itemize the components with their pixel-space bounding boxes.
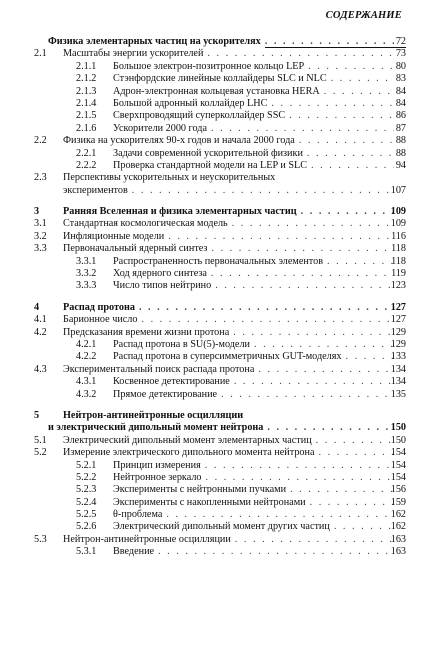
toc-entry-number: 3.3.1 bbox=[76, 255, 97, 267]
toc-entry-page: 83 bbox=[395, 73, 406, 85]
toc-entry-title-line bbox=[113, 98, 394, 110]
toc-entry-number: 4.3.2 bbox=[76, 388, 97, 400]
running-header: СОДЕРЖАНИЕ bbox=[325, 10, 402, 21]
dot-leader bbox=[301, 206, 394, 218]
toc-entry-number: 2.1.5 bbox=[76, 110, 97, 122]
dot-leader bbox=[205, 460, 394, 472]
toc-entry-number: 2.2.2 bbox=[76, 159, 97, 171]
toc-entry-page: 133 bbox=[390, 351, 406, 363]
toc-entry-number: 5.2.2 bbox=[76, 471, 97, 483]
toc-entry[interactable] bbox=[0, 351, 424, 363]
toc-entry[interactable] bbox=[0, 447, 424, 459]
dot-leader bbox=[258, 364, 394, 376]
toc-entry-title: Ускорители 2000 года bbox=[113, 123, 211, 135]
toc-entry[interactable] bbox=[0, 410, 424, 422]
toc-entry-title-line bbox=[63, 243, 394, 255]
toc-entry[interactable] bbox=[0, 206, 424, 218]
toc-entry-title: Число типов нейтрино bbox=[113, 280, 215, 292]
toc-entry-title: Эксперименты с нейтронными пучками bbox=[113, 484, 290, 496]
toc-entry-page: 109 bbox=[390, 218, 406, 230]
toc-entry[interactable] bbox=[0, 534, 424, 546]
toc-entry-title: Распространенность первоначальных элементов bbox=[113, 256, 327, 268]
dot-leader bbox=[307, 148, 394, 160]
toc-entry-title-line bbox=[113, 61, 394, 73]
toc-entry-title: Введение bbox=[113, 546, 158, 558]
toc-entry-page: 154 bbox=[390, 471, 406, 483]
toc-entry-title-line bbox=[63, 410, 394, 422]
toc-entry-page: 94 bbox=[395, 159, 406, 171]
toc-entry-page: 118 bbox=[391, 255, 406, 267]
toc-entry-number: 2.1.1 bbox=[76, 60, 97, 72]
toc-entry-title-line bbox=[113, 376, 394, 388]
toc-entry-title-line bbox=[113, 389, 394, 401]
toc-entry-title: и электрический дипольный момент нейтрона bbox=[48, 422, 267, 434]
toc-entry-number: 3 bbox=[34, 206, 40, 218]
toc-entry-title: Стандартная космологическая модель bbox=[63, 218, 232, 230]
toc-entry-number: 4.2 bbox=[34, 326, 47, 338]
toc-entry-title-line bbox=[63, 364, 394, 376]
toc-entry-title: Принцип измерения bbox=[113, 460, 205, 472]
toc-entry[interactable] bbox=[0, 86, 424, 98]
dot-leader bbox=[221, 389, 394, 401]
toc-entry[interactable] bbox=[0, 148, 424, 160]
toc-entry-number: 5.2 bbox=[34, 447, 47, 459]
toc-entry[interactable] bbox=[0, 135, 424, 147]
toc-entry-title: Нейтронное зеркало bbox=[113, 472, 206, 484]
dot-leader bbox=[271, 98, 394, 110]
toc-entry-number: 3.3.3 bbox=[76, 280, 97, 292]
toc-entry[interactable] bbox=[0, 110, 424, 122]
toc-entry-number: 2.1 bbox=[34, 48, 47, 60]
toc-entry-number: 3.3 bbox=[34, 243, 47, 255]
toc-entry-page: 162 bbox=[390, 521, 406, 533]
toc-entry-title-line bbox=[63, 48, 394, 60]
toc-entry-title-line bbox=[113, 148, 394, 160]
toc-entry[interactable] bbox=[0, 73, 424, 85]
section-gap bbox=[0, 401, 424, 410]
dot-leader bbox=[299, 135, 394, 147]
toc-entry-page: 88 bbox=[395, 147, 406, 159]
toc-entry-number: 2.1.4 bbox=[76, 97, 97, 109]
toc-entry-number: 4.3 bbox=[34, 363, 47, 375]
dot-leader bbox=[310, 497, 394, 509]
toc-entry[interactable] bbox=[0, 280, 424, 292]
toc-entry-page: 163 bbox=[390, 533, 406, 545]
toc-entry-title: Нейтрон-антинейтронные осцилляции bbox=[63, 410, 247, 422]
toc-entry[interactable] bbox=[0, 435, 424, 447]
toc-entry-title: θ-проблема bbox=[113, 509, 166, 521]
toc-entry-title-line bbox=[113, 484, 394, 496]
toc-entry-title-line bbox=[113, 497, 394, 509]
toc-entry-title: Большое электрон-позитронное кольцо LEP bbox=[113, 61, 308, 73]
toc-entry[interactable] bbox=[0, 389, 424, 401]
toc-entry-page: 84 bbox=[395, 85, 406, 97]
toc-entry-title: Сверхпроводящий суперколлайдер SSC bbox=[113, 110, 289, 122]
toc-entry-title: Большой адронный коллайдер LHC bbox=[113, 98, 271, 110]
toc-entry-page: 159 bbox=[390, 496, 406, 508]
toc-entry-title: Перспективы ускорительных и неускорительных bbox=[63, 172, 279, 184]
toc-entry-page: 88 bbox=[395, 135, 406, 147]
toc-entry[interactable] bbox=[0, 497, 424, 509]
toc-entry-title-line bbox=[113, 339, 394, 351]
toc-entry-title-line bbox=[113, 160, 394, 172]
toc-entry-number: 5.2.3 bbox=[76, 484, 97, 496]
toc-entry-number: 4.2.2 bbox=[76, 351, 97, 363]
toc-entry-number: 2.1.2 bbox=[76, 73, 97, 85]
toc-entry-title: Барионное число bbox=[63, 314, 141, 326]
dot-leader bbox=[265, 36, 394, 48]
toc-entry-title-line bbox=[113, 268, 394, 280]
toc-entry-number: 4.1 bbox=[34, 314, 47, 326]
dot-leader bbox=[346, 351, 394, 363]
toc-entry-title: экспериментов bbox=[63, 185, 132, 197]
toc-entry[interactable] bbox=[0, 460, 424, 472]
toc-entry-title-line bbox=[63, 327, 394, 339]
toc-entry-page: 86 bbox=[395, 110, 406, 122]
toc-entry-number: 4.2.1 bbox=[76, 338, 97, 350]
toc-entry-title-line bbox=[113, 460, 394, 472]
section-gap bbox=[0, 197, 424, 206]
toc-entry[interactable] bbox=[0, 302, 424, 314]
toc-entry-title: Измерение электрического дипольного момента нейтрона bbox=[63, 447, 319, 459]
toc-entry-number: 3.2 bbox=[34, 230, 47, 242]
toc-entry-title: Нейтрон-антинейтронные осцилляции bbox=[63, 534, 235, 546]
dot-leader bbox=[215, 280, 394, 292]
toc-entry-title-line bbox=[63, 172, 394, 184]
dot-leader bbox=[327, 256, 394, 268]
toc-entry-page: 119 bbox=[391, 268, 406, 280]
toc-entry-page: 87 bbox=[395, 122, 406, 134]
toc-entry-page: 154 bbox=[390, 459, 406, 471]
toc-entry-page: 163 bbox=[390, 546, 406, 558]
toc-entry-page: 150 bbox=[390, 422, 406, 434]
toc-entry[interactable] bbox=[0, 256, 424, 268]
toc-entry[interactable] bbox=[0, 61, 424, 73]
toc-entry[interactable] bbox=[0, 521, 424, 533]
toc-entry-number: 5.3.1 bbox=[76, 546, 97, 558]
toc-entry-page: 118 bbox=[391, 243, 406, 255]
toc-entry[interactable] bbox=[0, 364, 424, 376]
toc-entry[interactable] bbox=[0, 218, 424, 230]
dot-leader bbox=[319, 447, 395, 459]
table-of-contents bbox=[0, 36, 424, 559]
toc-entry-title: Проверка стандартной модели на LEP и SLC bbox=[113, 160, 311, 172]
toc-entry[interactable] bbox=[0, 48, 424, 60]
toc-entry-number: 2.3 bbox=[34, 172, 47, 184]
toc-entry-title-line bbox=[113, 280, 394, 292]
toc-entry-number: 5.1 bbox=[34, 434, 47, 446]
toc-entry-page: 129 bbox=[390, 326, 406, 338]
toc-entry-page: 80 bbox=[395, 60, 406, 72]
toc-entry-number: 5 bbox=[34, 409, 40, 421]
toc-entry-page: 134 bbox=[390, 363, 406, 375]
dot-leader bbox=[158, 546, 394, 558]
toc-entry[interactable] bbox=[0, 314, 424, 326]
toc-entry-title-line bbox=[63, 534, 394, 546]
toc-entry-number: 4.3.1 bbox=[76, 376, 97, 388]
toc-entry-title-line bbox=[113, 256, 394, 268]
toc-entry[interactable] bbox=[0, 546, 424, 558]
toc-entry[interactable] bbox=[0, 123, 424, 135]
dot-leader bbox=[334, 521, 394, 533]
dot-leader bbox=[308, 61, 394, 73]
dot-leader bbox=[331, 73, 394, 85]
dot-leader bbox=[139, 302, 394, 314]
toc-entry[interactable] bbox=[0, 327, 424, 339]
toc-entry-title: Инфляционные модели bbox=[63, 231, 168, 243]
toc-entry-title-line bbox=[63, 302, 394, 314]
toc-entry-title: Физика на ускорителях 90-х годов и начала 2000 года bbox=[63, 135, 299, 147]
toc-entry-title-line bbox=[113, 546, 394, 558]
dot-leader bbox=[311, 160, 394, 172]
dot-leader bbox=[254, 339, 394, 351]
toc-entry-title-line bbox=[113, 351, 394, 363]
toc-entry-page: 135 bbox=[390, 388, 406, 400]
toc-entry-page: 134 bbox=[390, 376, 406, 388]
toc-entry[interactable] bbox=[0, 231, 424, 243]
toc-entry-title: Прямое детектирование bbox=[113, 389, 221, 401]
dot-leader bbox=[232, 218, 394, 230]
toc-entry-title: Распад протона в суперсимметричных GUT-моделях bbox=[113, 351, 346, 363]
toc-entry-title-line bbox=[113, 73, 394, 85]
toc-entry-title: Ход ядерного синтеза bbox=[113, 268, 211, 280]
toc-entry[interactable] bbox=[0, 185, 424, 197]
dot-leader bbox=[207, 48, 394, 60]
toc-entry-title-line bbox=[113, 86, 394, 98]
toc-entry-number: 5.2.5 bbox=[76, 509, 97, 521]
toc-entry-title-line bbox=[113, 472, 394, 484]
toc-entry-title-line bbox=[113, 123, 394, 135]
toc-entry-page: 116 bbox=[391, 230, 406, 242]
toc-entry-title-line bbox=[63, 447, 394, 459]
toc-entry-number: 3.1 bbox=[34, 218, 47, 230]
toc-entry-page: 127 bbox=[390, 301, 406, 313]
toc-entry-page: 73 bbox=[395, 48, 406, 60]
toc-entry-number: 5.2.4 bbox=[76, 496, 97, 508]
toc-entry-page: 123 bbox=[390, 280, 406, 292]
toc-entry-title: Первоначальный ядерный синтез bbox=[63, 243, 211, 255]
dot-leader bbox=[267, 422, 394, 434]
toc-entry[interactable] bbox=[0, 160, 424, 172]
section-gap bbox=[0, 293, 424, 302]
toc-entry-title: Масштабы энергии ускорителей bbox=[63, 48, 207, 60]
toc-entry-title-line bbox=[63, 185, 394, 197]
dot-leader bbox=[290, 484, 394, 496]
toc-entry[interactable] bbox=[0, 268, 424, 280]
dot-leader bbox=[168, 231, 394, 243]
toc-entry-page: 150 bbox=[390, 434, 406, 446]
toc-entry-title: Электрический дипольный момент элементарных частиц bbox=[63, 435, 316, 447]
toc-entry-title: Эксперименты с накопленными нейтронами bbox=[113, 497, 310, 509]
toc-entry-title-line bbox=[63, 314, 394, 326]
toc-entry-page: 84 bbox=[395, 97, 406, 109]
toc-entry-title: Распад протона bbox=[63, 302, 139, 314]
toc-entry-title-line bbox=[63, 218, 394, 230]
dot-leader bbox=[233, 327, 394, 339]
toc-entry-number: 4 bbox=[34, 301, 40, 313]
toc-entry-number: 2.2.1 bbox=[76, 147, 97, 159]
toc-entry-title: Предсказания времени жизни протона bbox=[63, 327, 233, 339]
toc-entry-title-line bbox=[63, 135, 394, 147]
toc-entry-page: 129 bbox=[390, 338, 406, 350]
toc-entry-number: 5.3 bbox=[34, 533, 47, 545]
toc-entry[interactable] bbox=[0, 172, 424, 184]
dot-leader bbox=[211, 243, 394, 255]
toc-entry-title: Распад протона в SU(5)-модели bbox=[113, 339, 254, 351]
toc-entry-title-line bbox=[113, 521, 394, 533]
toc-entry-page: 156 bbox=[390, 484, 406, 496]
toc-entry-title-line bbox=[113, 509, 394, 521]
toc-entry-page: 154 bbox=[390, 447, 406, 459]
toc-entry-page: 162 bbox=[390, 509, 406, 521]
dot-leader bbox=[132, 185, 394, 197]
toc-entry-title-line bbox=[63, 231, 394, 243]
toc-entry-title: Ранняя Вселенная и физика элементарных частиц bbox=[63, 206, 301, 218]
toc-entry-page: 107 bbox=[390, 184, 406, 196]
toc-entry[interactable] bbox=[0, 36, 424, 48]
toc-entry[interactable] bbox=[0, 484, 424, 496]
toc-entry-page: 109 bbox=[390, 206, 406, 218]
toc-entry[interactable] bbox=[0, 509, 424, 521]
toc-entry-number: 2.1.3 bbox=[76, 85, 97, 97]
dot-leader bbox=[141, 314, 394, 326]
toc-entry-number: 5.2.1 bbox=[76, 459, 97, 471]
toc-entry-title: Стэнфордские линейные коллайдеры SLC и NLC bbox=[113, 73, 331, 85]
toc-entry-number: 2.2 bbox=[34, 135, 47, 147]
toc-entry-number: 3.3.2 bbox=[76, 268, 97, 280]
toc-entry-number: 5.2.6 bbox=[76, 521, 97, 533]
toc-entry[interactable] bbox=[0, 243, 424, 255]
dot-leader bbox=[316, 435, 394, 447]
toc-entry-title-line bbox=[113, 110, 394, 122]
toc-entry[interactable] bbox=[0, 472, 424, 484]
toc-entry-title-line bbox=[48, 36, 394, 48]
toc-entry[interactable] bbox=[0, 422, 424, 434]
toc-entry-title: Адрон-электронная кольцевая установка HERA bbox=[113, 86, 324, 98]
toc-entry[interactable] bbox=[0, 98, 424, 110]
toc-entry-title-line bbox=[63, 435, 394, 447]
toc-entry-title: Электрический дипольный момент других частиц bbox=[113, 521, 334, 533]
dot-leader bbox=[211, 268, 394, 280]
toc-entry[interactable] bbox=[0, 376, 424, 388]
toc-entry[interactable] bbox=[0, 339, 424, 351]
dot-leader bbox=[166, 509, 394, 521]
toc-entry-title-line bbox=[63, 206, 394, 218]
toc-entry-title: Задачи современной ускорительной физики bbox=[113, 148, 307, 160]
toc-entry-title: Физика элементарных частиц на ускорителях bbox=[48, 36, 265, 48]
toc-entry-title: Экспериментальный поиск распада протона bbox=[63, 364, 258, 376]
toc-entry-page: 127 bbox=[390, 314, 406, 326]
toc-entry-number: 2.1.6 bbox=[76, 122, 97, 134]
dot-leader bbox=[211, 123, 394, 135]
toc-entry-page: 72 bbox=[395, 36, 406, 47]
dot-leader bbox=[289, 110, 394, 122]
dot-leader bbox=[235, 534, 394, 546]
dot-leader bbox=[324, 86, 394, 98]
dot-leader bbox=[206, 472, 394, 484]
toc-entry-title: Косвенное детектирование bbox=[113, 376, 234, 388]
dot-leader bbox=[234, 376, 394, 388]
toc-entry-title-line bbox=[48, 422, 394, 434]
